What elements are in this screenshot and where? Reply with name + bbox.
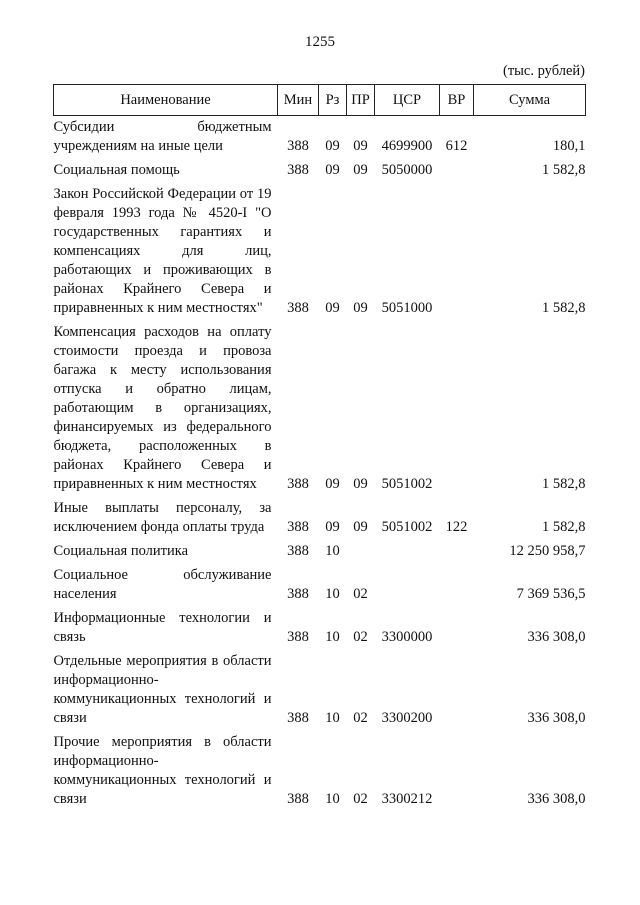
header-min: Мин <box>278 85 319 116</box>
cell-vr <box>440 542 474 566</box>
page-number: 1255 <box>305 34 335 50</box>
cell-pr: 09 <box>353 138 368 154</box>
cell-rz: 10 <box>325 791 340 807</box>
cell-pr: 02 <box>353 629 368 645</box>
cell-csr: 3300200 <box>381 710 433 726</box>
cell-rz: 09 <box>325 519 340 535</box>
cell-sum: 336 308,0 <box>527 629 586 645</box>
header-csr: ЦСР <box>375 85 440 116</box>
header-rz: Рз <box>319 85 347 116</box>
cell-sum: 1 582,8 <box>542 162 586 178</box>
cell-pr: 02 <box>353 710 368 726</box>
table-row <box>54 609 586 652</box>
cell-min: 388 <box>287 791 309 807</box>
cell-name: Социальная политика <box>53 543 189 559</box>
cell-pr <box>347 542 375 566</box>
cell-csr <box>375 566 440 609</box>
table-row <box>54 116 586 162</box>
cell-min: 388 <box>287 586 309 602</box>
cell-min: 388 <box>287 629 309 645</box>
cell-rz: 10 <box>325 629 340 645</box>
cell-name: Иные выплаты персоналу, за исключением фонда оплаты труда <box>53 500 272 535</box>
cell-pr: 09 <box>353 162 368 178</box>
cell-sum: 1 582,8 <box>542 476 586 492</box>
cell-name: Компенсация расходов на оплату стоимости проезда и провоза багажа к месту использования отпуска и обратно лицам, работающим в организациях, финансируемых из федерального бюджета, расположенных в районах Крайнего Севера и приравненных к ним местностях <box>53 324 272 492</box>
cell-name: Отдельные мероприятия в области информационно-коммуникационных технологий и связи <box>53 653 272 726</box>
table-row <box>54 161 586 185</box>
cell-min: 388 <box>287 543 309 559</box>
table-row <box>54 499 586 542</box>
cell-vr <box>440 733 474 814</box>
cell-csr: 3300000 <box>381 629 433 645</box>
cell-csr <box>375 542 440 566</box>
cell-vr: 612 <box>445 138 468 154</box>
cell-vr <box>440 323 474 499</box>
cell-rz: 09 <box>325 476 340 492</box>
cell-min: 388 <box>287 300 309 316</box>
cell-pr: 02 <box>353 791 368 807</box>
cell-sum: 336 308,0 <box>527 791 586 807</box>
cell-name: Социальное обслуживание населения <box>53 567 272 602</box>
cell-vr <box>440 652 474 733</box>
cell-pr: 09 <box>353 476 368 492</box>
cell-name: Социальная помощь <box>53 162 180 178</box>
table-row <box>54 542 586 566</box>
cell-sum: 12 250 958,7 <box>509 543 586 559</box>
cell-sum: 1 582,8 <box>542 519 586 535</box>
cell-min: 388 <box>287 519 309 535</box>
cell-csr: 5051000 <box>381 300 433 316</box>
table-row <box>54 566 586 609</box>
cell-sum: 1 582,8 <box>542 300 586 316</box>
cell-rz: 09 <box>325 300 340 316</box>
cell-vr <box>440 185 474 323</box>
cell-min: 388 <box>287 138 309 154</box>
table-row <box>54 652 586 733</box>
budget-table <box>53 84 586 814</box>
cell-rz: 09 <box>325 138 340 154</box>
cell-csr: 5051002 <box>381 476 433 492</box>
cell-vr <box>440 566 474 609</box>
table-row <box>54 733 586 814</box>
cell-sum: 336 308,0 <box>527 710 586 726</box>
cell-csr: 3300212 <box>381 791 433 807</box>
cell-pr: 09 <box>353 300 368 316</box>
cell-min: 388 <box>287 162 309 178</box>
header-pr: ПР <box>347 85 375 116</box>
units-label: (тыс. рублей) <box>503 63 585 79</box>
cell-name: Информационные технологии и связь <box>53 610 272 645</box>
cell-rz: 09 <box>325 162 340 178</box>
cell-vr <box>440 161 474 185</box>
cell-vr: 122 <box>445 519 468 535</box>
cell-min: 388 <box>287 476 309 492</box>
header-sum: Сумма <box>474 85 586 116</box>
header-vr: ВР <box>440 85 474 116</box>
header-name: Наименование <box>54 85 278 116</box>
table-row <box>54 185 586 323</box>
cell-sum: 180,1 <box>552 138 586 154</box>
cell-pr: 02 <box>353 586 368 602</box>
cell-name: Субсидии бюджетным учреждениям на иные цели <box>53 119 272 154</box>
cell-csr: 5050000 <box>381 162 433 178</box>
table-header-row <box>54 85 586 116</box>
cell-name: Закон Российской Федерации от 19 февраля 1993 года № 4520-I "О государственных гарантиях и компенсациях для лиц, работающих и проживающих в районах Крайнего Севера и приравненных к ним местностях" <box>53 186 272 316</box>
cell-pr: 09 <box>353 519 368 535</box>
cell-name: Прочие мероприятия в области информационно-коммуникационных технологий и связи <box>53 734 272 807</box>
cell-csr: 4699900 <box>381 138 433 154</box>
cell-csr: 5051002 <box>381 519 433 535</box>
cell-rz: 10 <box>325 543 340 559</box>
cell-min: 388 <box>287 710 309 726</box>
cell-rz: 10 <box>325 586 340 602</box>
cell-sum: 7 369 536,5 <box>516 586 586 602</box>
table-row <box>54 323 586 499</box>
cell-rz: 10 <box>325 710 340 726</box>
cell-vr <box>440 609 474 652</box>
